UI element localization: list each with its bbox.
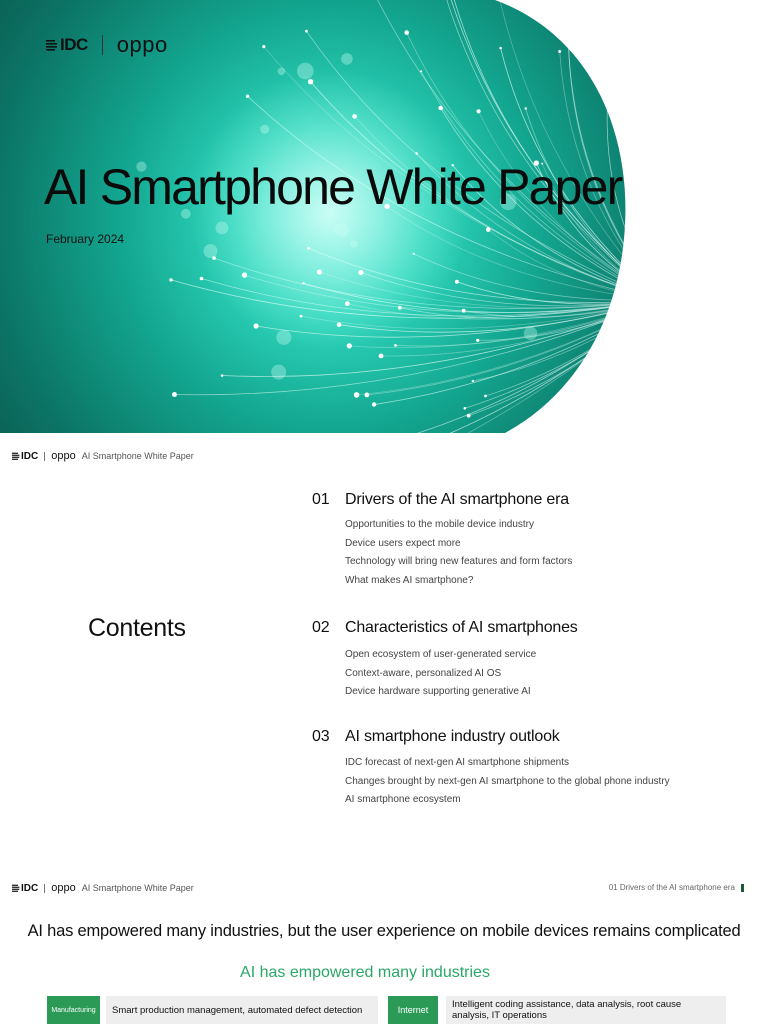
idc-logo-icon xyxy=(12,452,20,460)
toc-item[interactable]: Changes brought by next-gen AI smartphone to the global phone industry xyxy=(345,775,670,787)
fiber-tip xyxy=(242,272,247,277)
bokeh-light xyxy=(204,244,218,258)
section-page-header xyxy=(12,881,194,895)
cover-page xyxy=(0,0,768,433)
bokeh-light xyxy=(216,222,229,235)
fiber-tip xyxy=(398,306,402,310)
fiber-tip xyxy=(499,47,502,50)
toc-section-title: AI smartphone industry outlook xyxy=(345,728,560,745)
fiber-tip xyxy=(558,50,561,53)
industry-row xyxy=(47,996,378,1024)
section-subhead: AI has empowered many industries xyxy=(240,964,490,981)
fiber-tip xyxy=(605,97,610,102)
brand-divider xyxy=(44,452,45,461)
toc-section-number: 02 xyxy=(312,619,330,636)
fiber-tip xyxy=(464,407,467,410)
fiber-tip xyxy=(307,247,310,250)
idc-logo-icon xyxy=(46,39,58,51)
fiber-tip xyxy=(484,395,487,398)
fiber-tip xyxy=(308,79,313,84)
fiber-tip xyxy=(566,30,570,34)
brand-divider xyxy=(44,884,45,893)
fiber-tip xyxy=(394,344,397,347)
oppo-logo-icon: oppo xyxy=(51,882,76,894)
industry-tag: Manufacturing xyxy=(47,996,100,1024)
bokeh-light xyxy=(260,125,269,134)
toc-item[interactable]: Device hardware supporting generative AI xyxy=(345,686,531,697)
fiber-tip xyxy=(200,277,204,281)
toc-section xyxy=(312,616,578,702)
idc-logo xyxy=(12,883,38,894)
cover-title: AI Smartphone White Paper xyxy=(44,159,622,215)
fiber-tip xyxy=(345,301,350,306)
bokeh-light xyxy=(297,63,314,80)
contents-page-header xyxy=(12,449,194,463)
bokeh-light xyxy=(524,327,537,340)
section-marker-icon xyxy=(741,884,744,892)
fiber-strand xyxy=(622,300,664,433)
toc-item[interactable]: Open ecosystem of user-generated service xyxy=(345,649,537,660)
toc-item[interactable]: Technology will bring new features and form factors xyxy=(345,556,573,567)
toc-section-number: 01 xyxy=(312,491,330,508)
fiber-tip xyxy=(438,106,443,111)
fiber-tip xyxy=(302,282,304,284)
section-tag xyxy=(609,883,744,892)
fiber-tip xyxy=(477,109,481,113)
fiber-tip xyxy=(337,322,342,327)
idc-logo-text: IDC xyxy=(21,450,39,462)
fiber-tip xyxy=(404,30,409,35)
fiber-tip xyxy=(262,45,265,48)
idc-logo-text: IDC xyxy=(60,35,88,54)
industry-tag: Internet xyxy=(388,996,438,1024)
toc-section-number: 03 xyxy=(312,728,330,745)
toc-section-heading[interactable] xyxy=(312,725,670,749)
bokeh-light xyxy=(276,330,291,345)
fiber-tip xyxy=(476,339,479,342)
fiber-strand xyxy=(618,300,666,433)
contents-title: Contents xyxy=(88,614,186,642)
fiber-tip xyxy=(415,152,418,155)
header-doc-title: AI Smartphone White Paper xyxy=(81,451,194,461)
bokeh-light xyxy=(278,68,286,76)
fiber-tip xyxy=(379,354,384,359)
fiber-tip xyxy=(372,402,376,406)
section-tag-label: 01 Drivers of the AI smartphone era xyxy=(608,883,735,892)
toc-item-list xyxy=(312,754,670,810)
bokeh-light xyxy=(271,365,286,380)
idc-logo-icon xyxy=(12,884,20,892)
header-doc-title: AI Smartphone White Paper xyxy=(81,883,194,893)
fiber-tip xyxy=(246,95,249,98)
bokeh-light xyxy=(335,223,348,236)
fiber-tip xyxy=(472,380,474,382)
industry-description: Intelligent coding assistance, data analysis, root cause analysis, IT operations xyxy=(446,996,726,1024)
fiber-tip xyxy=(525,107,527,109)
fiber-tip xyxy=(467,414,471,418)
toc-item[interactable]: What makes AI smartphone? xyxy=(345,574,474,586)
bokeh-light xyxy=(350,241,357,248)
fiber-tip xyxy=(486,227,491,232)
fiber-tip xyxy=(358,270,363,275)
cover-date: February 2024 xyxy=(46,232,125,246)
fiber-tip xyxy=(413,253,415,255)
fiber-tip xyxy=(354,392,360,398)
toc-section-heading[interactable] xyxy=(312,488,572,512)
idc-logo-text: IDC xyxy=(21,882,39,894)
toc-item[interactable]: Opportunities to the mobile device industry xyxy=(345,519,534,530)
section-headline: AI has empowered many industries, but the user experience on mobile devices remains complicated xyxy=(27,922,741,940)
idc-logo xyxy=(46,35,88,55)
toc-section xyxy=(312,725,670,810)
cover-brand-lockup xyxy=(46,32,168,58)
fiber-tip xyxy=(169,278,172,281)
toc-section-title: Drivers of the AI smartphone era xyxy=(345,491,569,508)
fiber-tip xyxy=(254,323,259,328)
fiber-tip xyxy=(420,70,422,72)
fiber-tip xyxy=(172,392,177,397)
toc-section-heading[interactable] xyxy=(312,616,578,640)
brand-divider xyxy=(102,35,103,55)
fiber-tip xyxy=(317,269,322,274)
toc-item-list xyxy=(312,646,578,702)
fiber-tip xyxy=(566,42,572,48)
toc-section xyxy=(312,488,572,590)
fiber-tip xyxy=(462,309,466,313)
fiber-tip xyxy=(352,114,357,119)
fiber-tip xyxy=(347,343,352,348)
toc-section-title: Characteristics of AI smartphones xyxy=(345,619,578,636)
cover-background xyxy=(0,0,768,433)
industry-row xyxy=(388,996,726,1024)
fiber-tip xyxy=(305,30,308,33)
toc-item-list xyxy=(312,516,572,590)
fiber-tip xyxy=(365,393,370,398)
oppo-logo-icon: oppo xyxy=(51,450,76,462)
fiber-tip xyxy=(221,374,224,377)
toc-item[interactable]: AI smartphone ecosystem xyxy=(345,794,461,805)
idc-logo xyxy=(12,451,38,462)
fiber-tip xyxy=(300,315,303,318)
bokeh-light xyxy=(341,53,353,65)
fiber-tip xyxy=(455,280,459,284)
oppo-logo-icon: oppo xyxy=(116,32,168,57)
toc-item[interactable]: Context-aware, personalized AI OS xyxy=(345,667,502,679)
toc-item[interactable]: IDC forecast of next-gen AI smartphone shipments xyxy=(345,757,569,768)
fiber-strand xyxy=(617,300,668,433)
toc-item[interactable]: Device users expect more xyxy=(345,537,461,549)
industry-description: Smart production management, automated defect detection xyxy=(106,996,378,1024)
